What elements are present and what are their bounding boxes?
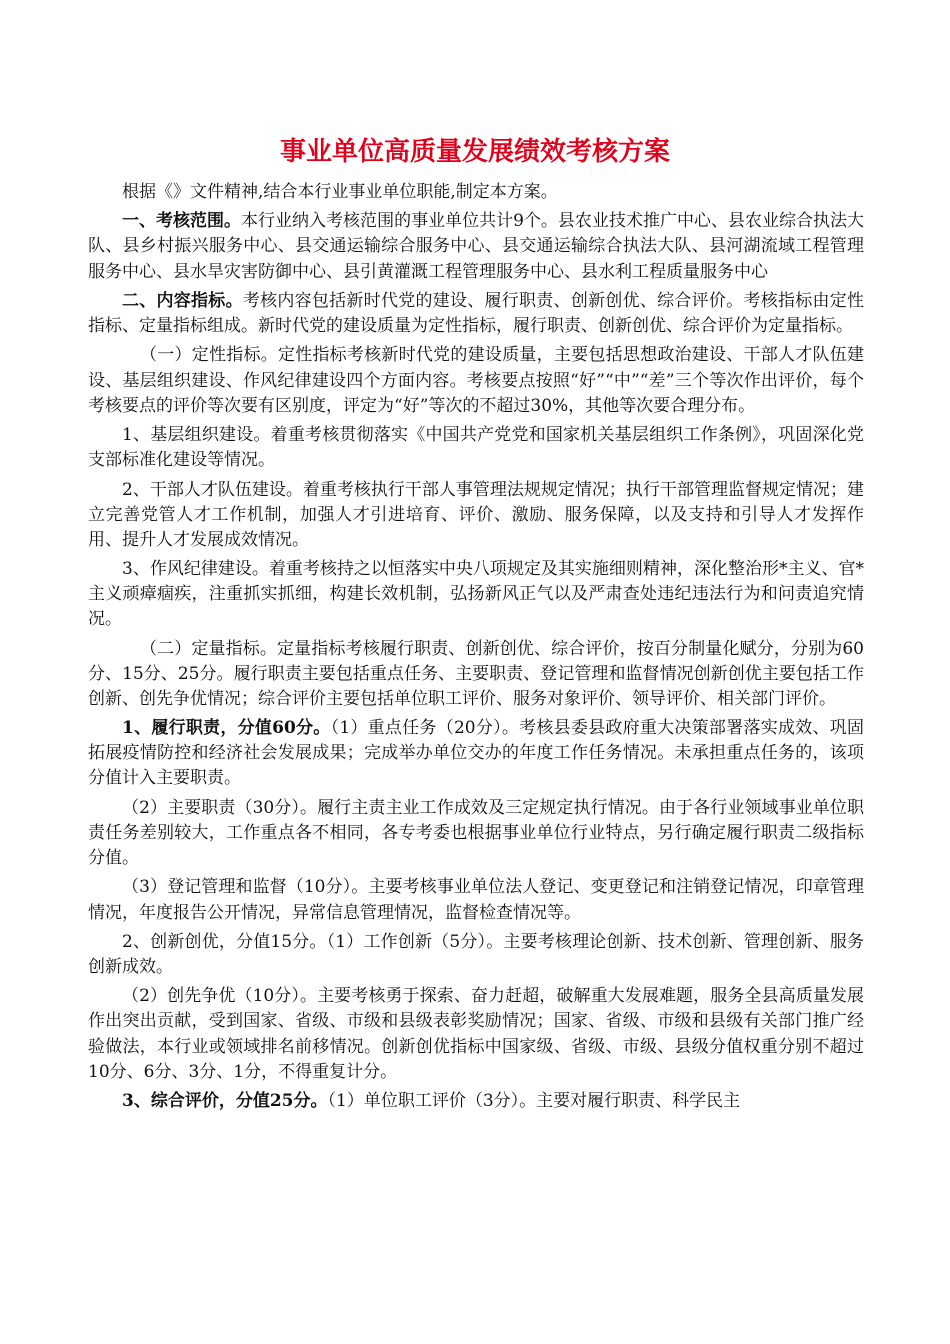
paragraph-text: 1、基层组织建设。着重考核贯彻落实《中国共产党党和国家机关基层组织工作条例》，巩固深化党支部标准化建设等情况。 [88,425,864,471]
paragraph-grassroots [88,423,864,473]
paragraph-text: （1）单位职工评价（3分）。主要对履行职责、科学民主 [327,1091,741,1112]
document-title: 事业单位高质量发展绩效考核方案 [279,137,670,167]
paragraph-heading: 3、综合评价，分值25分。 [122,1091,328,1112]
paragraph-text: （一）定性指标。定性指标考核新时代党的建设质量，主要包括思想政治建设、干部人才队伍建设、基层组织建设、作风纪律建设四个方面内容。考核要点按照“好”“中”“差”三个等次作出评价，每个考核要点的评价等次要有区别度，评定为“好”等次的不超过30%，其他等次要合理分布。 [88,345,864,416]
paragraph-registration [88,875,864,925]
paragraph-innovation [88,930,864,980]
document-body [88,180,864,1118]
paragraph-text: （2）主要职责（30分）。履行主责主业工作成效及三定规定执行情况。由于各行业领域事业单位职责任务差别较大，工作重点各不相同，各专考委也根据事业单位行业特点，另行确定履行职责二级指标分值。 [88,797,864,869]
paragraph-text: （二）定量指标。定量指标考核履行职责、创新创优、综合评价，按百分制量化赋分，分别为60分、15分、25分。履行职责主要包括重点任务、主要职责、登记管理和监督情况创新创优主要包括工作创新、创先争优情况；综合评价主要包括单位职工评价、服务对象评价、领导评价、相关部门评价。 [88,638,864,709]
paragraph-text: （2）创先争优（10分）。主要考核勇于探索、奋力赶超，破解重大发展难题，服务全县高质量发展作出突出贡献，受到国家、省级、市级和县级表彰奖励情况；国家、省级、市级和县级有关部门推广经验做法，本行业或领域排名前移情况。创新创优指标中国家级、省级、市级、县级分值权重分别不超过10分、6分、3分、1分，不得重复计分。 [88,986,864,1082]
paragraph-heading: 一、考核范围。 [122,211,242,232]
paragraph-intro [88,180,864,205]
paragraph-text: 根据《》文件精神,结合本行业事业单位职能,制定本方案。 [122,182,558,202]
paragraph-evaluation [88,1089,864,1114]
paragraph-heading: 1、履行职责，分值60分。 [122,718,331,739]
paragraph-quantitative [88,637,864,712]
paragraph-text: 2、创新创优，分值15分。（1）工作创新（5分）。主要考核理论创新、技术创新、管理创新、服务创新成效。 [88,931,864,977]
paragraph-content-indicators [88,289,864,339]
paragraph-qualitative [88,343,864,418]
paragraph-text: 考核内容包括新时代党的建设、履行职责、创新创优、综合评价。考核指标由定性指标、定量指标组成。新时代党的建设质量为定性指标，履行职责、创新创优、综合评价为定量指标。 [88,290,865,337]
paragraph-text: 2、干部人才队伍建设。着重考核执行干部人事管理法规规定情况；执行干部管理监督规定情况；建立完善党管人才工作机制，加强人才引进培育、评价、激励、服务保障，以及支持和引导人才发挥作用、提升人才发展成效情况。 [88,479,864,550]
paragraph-excellence [88,984,864,1084]
paragraph-talent [88,478,864,553]
paragraph-heading: 二、内容指标。 [122,290,243,311]
paragraph-duties [88,716,864,791]
paragraph-discipline [88,557,864,632]
paragraph-main-duties [88,796,864,871]
paragraph-text: （1）重点任务（20分）。考核县委县政府重大决策部署落实成效、巩固拓展疫情防控和经济社会发展成果；完成举办单位交办的年度工作任务情况。未承担重点任务的，该项分值计入主要职责。 [88,718,864,789]
paragraph-text: 本行业纳入考核范围的事业单位共计9个。县农业技术推广中心、县农业综合执法大队、县乡村振兴服务中心、县交通运输综合服务中心、县交通运输综合执法大队、县河湖流域工程管理服务中心、县水旱灾害防御中心、县引黄灌溉工程管理服务中心、县水利工程质量服务中心 [88,211,864,282]
paragraph-scope [88,209,864,284]
paragraph-text: 3、作风纪律建设。着重考核持之以恒落实中央八项规定及其实施细则精神，深化整治形*主义、官*主义顽瘴痼疾，注重抓实抓细，构建长效机制，弘扬新风正气以及严肃查处违纪违法行为和问责追究情况。 [88,559,864,630]
paragraph-text: （3）登记管理和监督（10分）。主要考核事业单位法人登记、变更登记和注销登记情况，印章管理情况，年度报告公开情况，异常信息管理情况，监督检查情况等。 [88,877,864,923]
